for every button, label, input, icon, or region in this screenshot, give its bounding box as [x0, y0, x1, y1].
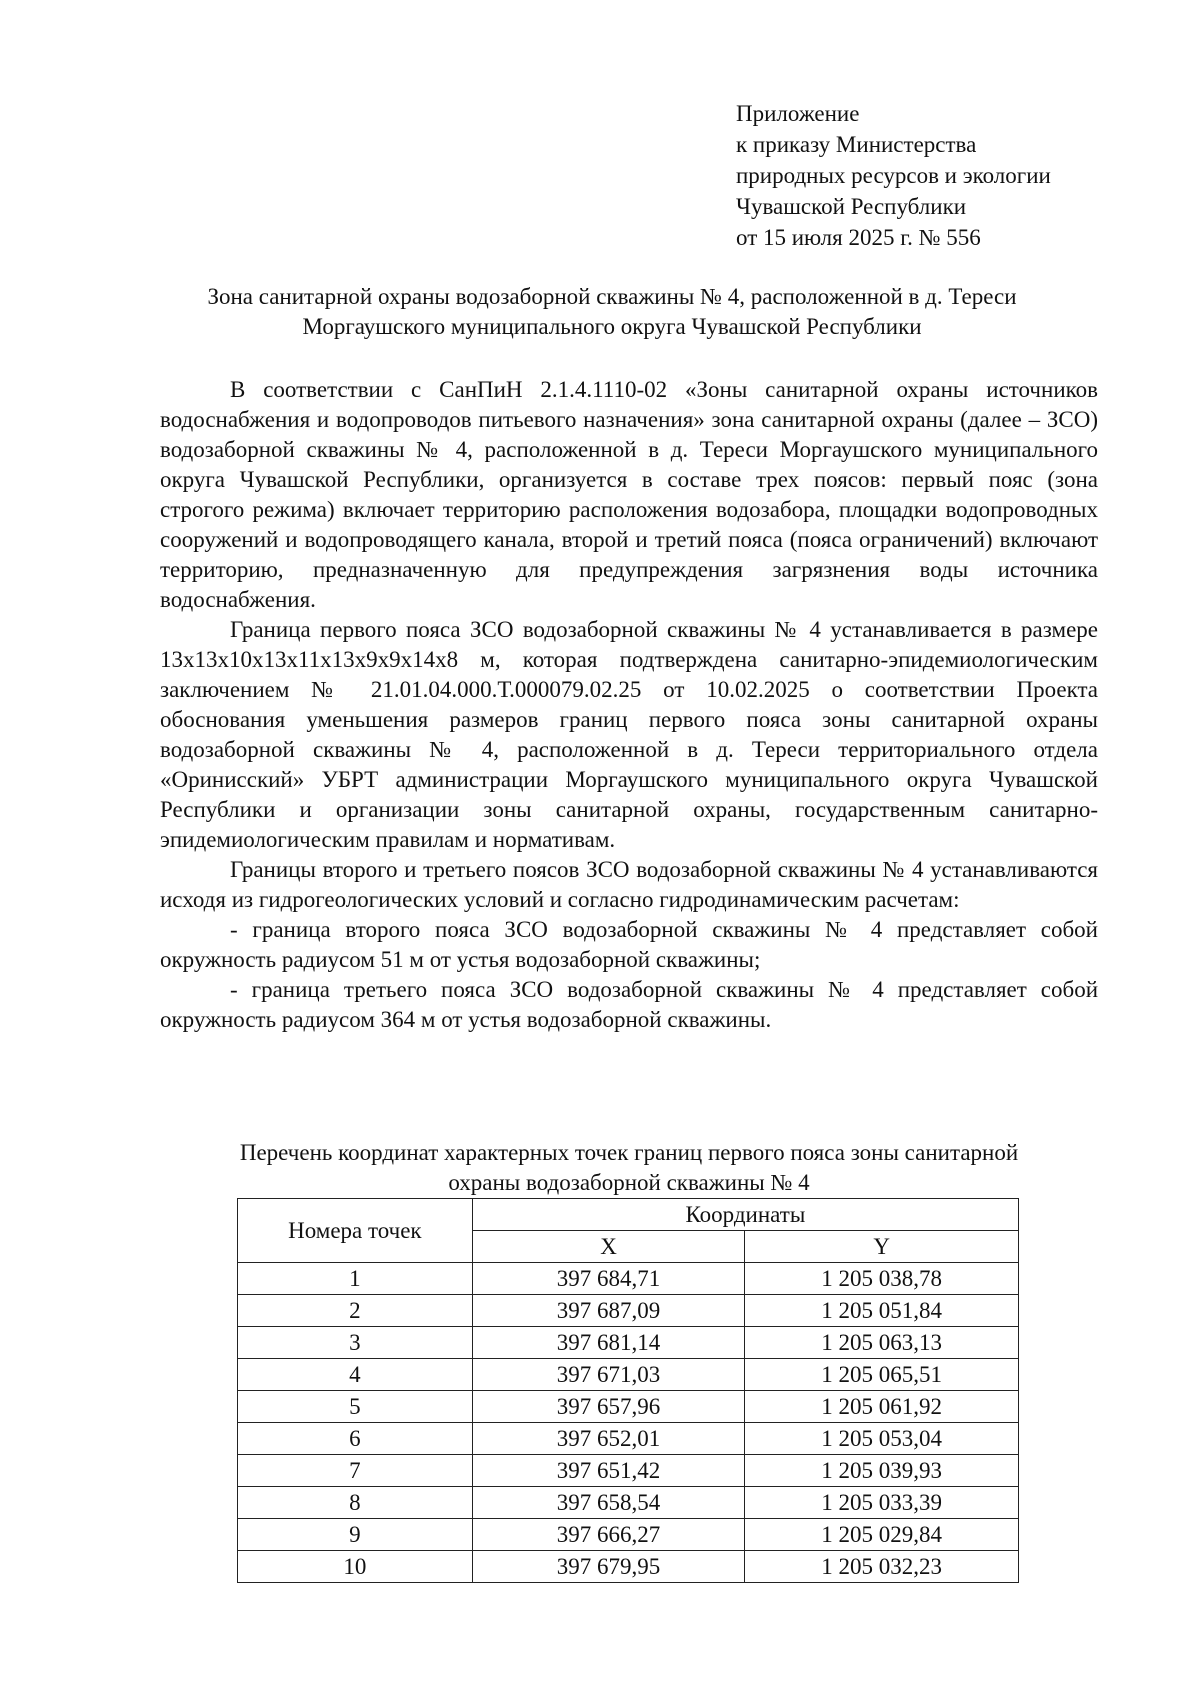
cell-x: 397 671,03 — [472, 1359, 745, 1391]
document-title-line: Зона санитарной охраны водозаборной скважины № 4, расположенной в д. Тереси — [207, 284, 1017, 309]
table-header-row — [238, 1199, 1019, 1231]
table-row — [238, 1487, 1019, 1519]
cell-y: 1 205 038,78 — [745, 1263, 1019, 1295]
header-point-numbers: Номера точек — [238, 1199, 473, 1263]
appendix-line: Приложение — [736, 101, 860, 126]
cell-point-number: 1 — [238, 1263, 473, 1295]
document-title-line: Моргаушского муниципального округа Чувашской Республики — [302, 314, 922, 339]
table-row — [238, 1455, 1019, 1487]
table-caption-line: Перечень координат характерных точек границ первого пояса зоны санитарной — [239, 1140, 1019, 1165]
appendix-line: Чувашской Республики — [736, 194, 967, 219]
cell-x: 397 651,42 — [472, 1455, 745, 1487]
cell-point-number: 4 — [238, 1359, 473, 1391]
cell-y: 1 205 061,92 — [745, 1391, 1019, 1423]
cell-x: 397 684,71 — [472, 1263, 745, 1295]
cell-x: 397 679,95 — [472, 1551, 745, 1583]
appendix-line: природных ресурсов и экологии — [736, 163, 1051, 188]
cell-y: 1 205 032,23 — [745, 1551, 1019, 1583]
cell-y: 1 205 033,39 — [745, 1487, 1019, 1519]
cell-point-number: 8 — [238, 1487, 473, 1519]
cell-point-number: 5 — [238, 1391, 473, 1423]
body-paragraph: Граница первого пояса ЗСО водозаборной скважины № 4 устанавливается в размере 13х13х10х13х11х13х9х9х14х8 м, которая подтверждена санитарно-эпидемиологическим заключением № 21.01.04.000.Т.000079.02.25 от 10.02.2025 о соответствии Проекта обоснования уменьшения размеров границ первого пояса зоны санитарной охраны водозаборной скважины № 4, расположенной в д. Тереси территориального отдела «Оринисский» УБРТ администрации Моргаушского муниципального округа Чувашской Республики и организации зоны санитарной охраны, государственным санитарно-эпидемиологическим правилам и нормативам. — [160, 617, 1098, 852]
cell-x: 397 657,96 — [472, 1391, 745, 1423]
appendix-header — [736, 98, 1156, 253]
document-title — [140, 282, 1084, 342]
table-row — [238, 1551, 1019, 1583]
cell-y: 1 205 039,93 — [745, 1455, 1019, 1487]
cell-y: 1 205 053,04 — [745, 1423, 1019, 1455]
cell-x: 397 687,09 — [472, 1295, 745, 1327]
table-row — [238, 1423, 1019, 1455]
cell-y: 1 205 065,51 — [745, 1359, 1019, 1391]
cell-point-number: 10 — [238, 1551, 473, 1583]
cell-x: 397 681,14 — [472, 1327, 745, 1359]
cell-point-number: 7 — [238, 1455, 473, 1487]
cell-x: 397 652,01 — [472, 1423, 745, 1455]
table-row — [238, 1295, 1019, 1327]
body-paragraph: Границы второго и третьего поясов ЗСО водозаборной скважины № 4 устанавливаются исходя из гидрогеологических условий и согласно гидродинамическим расчетам: — [160, 857, 1098, 912]
table-row — [238, 1359, 1019, 1391]
cell-y: 1 205 063,13 — [745, 1327, 1019, 1359]
cell-x: 397 658,54 — [472, 1487, 745, 1519]
header-x: X — [472, 1231, 745, 1263]
table-caption — [160, 1138, 1098, 1198]
appendix-line: к приказу Министерства — [736, 132, 977, 157]
header-y: Y — [745, 1231, 1019, 1263]
header-coordinates: Координаты — [472, 1199, 1018, 1231]
cell-y: 1 205 029,84 — [745, 1519, 1019, 1551]
body-paragraph: - граница второго пояса ЗСО водозаборной скважины № 4 представляет собой окружность радиусом 51 м от устья водозаборной скважины; — [160, 917, 1098, 972]
cell-point-number: 9 — [238, 1519, 473, 1551]
cell-point-number: 3 — [238, 1327, 473, 1359]
cell-point-number: 6 — [238, 1423, 473, 1455]
table-row — [238, 1391, 1019, 1423]
cell-y: 1 205 051,84 — [745, 1295, 1019, 1327]
cell-x: 397 666,27 — [472, 1519, 745, 1551]
table-row — [238, 1263, 1019, 1295]
table-caption-line: охраны водозаборной скважины № 4 — [448, 1170, 810, 1195]
body-paragraph: - граница третьего пояса ЗСО водозаборной скважины № 4 представляет собой окружность радиусом 364 м от устья водозаборной скважины. — [160, 977, 1098, 1032]
body-paragraph: В соответствии с СанПиН 2.1.4.1110-02 «Зоны санитарной охраны источников водоснабжения и водопроводов питьевого назначения» зона санитарной охраны (далее – ЗСО) водозаборной скважины № 4, расположенной в д. Тереси Моргаушского муниципального округа Чувашской Республики, организуется в составе трех поясов: первый пояс (зона строгого режима) включает территорию расположения водозабора, площадки водопроводных сооружений и водопроводящего канала, второй и третий пояса (пояса ограничений) включают территорию, предназначенную для предупреждения загрязнения воды источника водоснабжения. — [160, 377, 1098, 612]
table-row — [238, 1327, 1019, 1359]
document-body — [160, 375, 1098, 1035]
coordinates-table — [237, 1198, 1019, 1583]
appendix-line: от 15 июля 2025 г. № 556 — [736, 225, 981, 250]
table-row — [238, 1519, 1019, 1551]
cell-point-number: 2 — [238, 1295, 473, 1327]
